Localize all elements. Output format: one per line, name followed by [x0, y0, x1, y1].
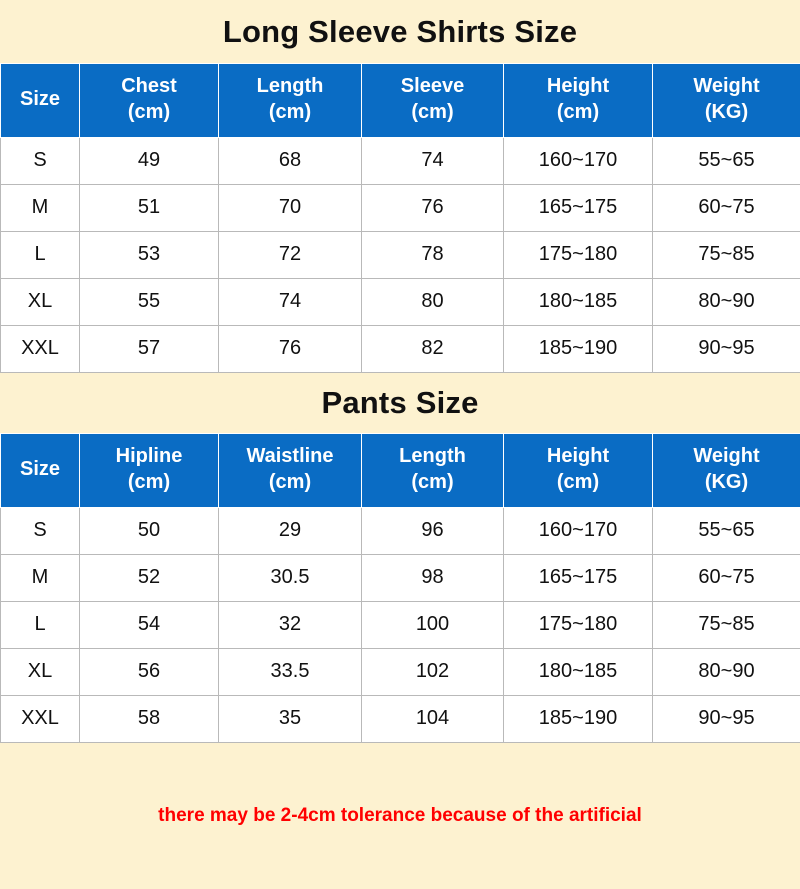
cell-height: 160~170: [504, 508, 653, 555]
column-header-waistline: [219, 434, 362, 508]
cell-waistline: 35: [219, 696, 362, 743]
table-row: [1, 138, 800, 185]
cell-chest: 55: [80, 279, 219, 326]
column-header-label: Weight: [693, 445, 760, 468]
cell-length: 96: [362, 508, 504, 555]
shirts-size-table: [0, 63, 800, 373]
table-header-row: [1, 64, 800, 138]
column-header-weight: [653, 64, 800, 138]
cell-size: M: [1, 185, 80, 232]
cell-height: 165~175: [504, 555, 653, 602]
cell-height: 185~190: [504, 326, 653, 373]
table-row: [1, 232, 800, 279]
table-row: [1, 508, 800, 555]
cell-weight: 80~90: [653, 279, 800, 326]
cell-length: 104: [362, 696, 504, 743]
cell-height: 175~180: [504, 232, 653, 279]
column-header-unit: (cm): [268, 470, 312, 493]
cell-length: 70: [219, 185, 362, 232]
column-header-label: Height: [546, 75, 610, 97]
cell-weight: 90~95: [653, 696, 800, 743]
cell-sleeve: 80: [362, 279, 504, 326]
cell-sleeve: 76: [362, 185, 504, 232]
cell-waistline: 30.5: [219, 555, 362, 602]
cell-weight: 75~85: [653, 232, 800, 279]
column-header-label: Hipline: [115, 445, 183, 468]
column-header-unit: (cm): [268, 100, 312, 123]
pants-title: Pants Size: [0, 373, 800, 433]
column-header-label: Sleeve: [400, 75, 465, 97]
cell-size: XL: [1, 279, 80, 326]
cell-length: 76: [219, 326, 362, 373]
cell-height: 160~170: [504, 138, 653, 185]
column-header-label: Height: [546, 445, 610, 468]
column-header-chest: [80, 64, 219, 138]
column-header-unit: (KG): [704, 470, 749, 493]
column-header-label: Weight: [693, 75, 760, 97]
column-header-unit: (cm): [556, 100, 600, 123]
cell-weight: 80~90: [653, 649, 800, 696]
column-header-unit: (cm): [411, 470, 454, 493]
column-header-unit: (KG): [704, 100, 749, 123]
cell-hipline: 54: [80, 602, 219, 649]
column-header-label: Waistline: [246, 445, 334, 468]
cell-weight: 60~75: [653, 555, 800, 602]
cell-hipline: 50: [80, 508, 219, 555]
column-header-sleeve: [362, 64, 504, 138]
column-header-length: [219, 64, 362, 138]
table-row: [1, 649, 800, 696]
pants-size-table: [0, 433, 800, 743]
cell-length: 72: [219, 232, 362, 279]
cell-weight: 55~65: [653, 138, 800, 185]
cell-waistline: 33.5: [219, 649, 362, 696]
cell-length: 102: [362, 649, 504, 696]
cell-sleeve: 78: [362, 232, 504, 279]
column-header-unit: (cm): [411, 100, 454, 123]
column-header-label: Size: [19, 457, 61, 480]
column-header-label: Chest: [121, 75, 177, 97]
column-header-size: [1, 434, 80, 508]
cell-length: 98: [362, 555, 504, 602]
cell-weight: 60~75: [653, 185, 800, 232]
cell-weight: 90~95: [653, 326, 800, 373]
cell-length: 74: [219, 279, 362, 326]
cell-size: XXL: [1, 696, 80, 743]
pants-table-body: [1, 508, 800, 743]
column-header-unit: (cm): [556, 470, 600, 493]
cell-hipline: 52: [80, 555, 219, 602]
column-header-height: [504, 64, 653, 138]
cell-hipline: 58: [80, 696, 219, 743]
table-row: [1, 326, 800, 373]
table-row: [1, 185, 800, 232]
table-row: [1, 279, 800, 326]
shirts-table-body: [1, 138, 800, 373]
cell-sleeve: 82: [362, 326, 504, 373]
cell-chest: 49: [80, 138, 219, 185]
cell-sleeve: 74: [362, 138, 504, 185]
cell-chest: 53: [80, 232, 219, 279]
cell-size: M: [1, 555, 80, 602]
shirts-title: Long Sleeve Shirts Size: [0, 0, 800, 63]
cell-size: L: [1, 602, 80, 649]
cell-chest: 57: [80, 326, 219, 373]
cell-length: 100: [362, 602, 504, 649]
column-header-unit: (cm): [127, 470, 171, 493]
table-row: [1, 602, 800, 649]
cell-weight: 55~65: [653, 508, 800, 555]
cell-height: 180~185: [504, 279, 653, 326]
column-header-label: Length: [256, 75, 324, 97]
table-row: [1, 555, 800, 602]
column-header-label: Size: [19, 87, 61, 110]
pants-table-head: [1, 434, 800, 508]
column-header-unit: (cm): [127, 100, 171, 123]
cell-size: S: [1, 138, 80, 185]
cell-hipline: 56: [80, 649, 219, 696]
cell-height: 165~175: [504, 185, 653, 232]
column-header-size: [1, 64, 80, 138]
cell-height: 185~190: [504, 696, 653, 743]
tolerance-note: there may be 2-4cm tolerance because of the artificial: [0, 743, 800, 889]
cell-size: S: [1, 508, 80, 555]
shirts-table-head: [1, 64, 800, 138]
cell-size: XL: [1, 649, 80, 696]
table-row: [1, 696, 800, 743]
column-header-height: [504, 434, 653, 508]
cell-length: 68: [219, 138, 362, 185]
column-header-weight: [653, 434, 800, 508]
cell-weight: 75~85: [653, 602, 800, 649]
cell-size: XXL: [1, 326, 80, 373]
cell-height: 175~180: [504, 602, 653, 649]
column-header-label: Length: [399, 445, 466, 468]
column-header-hipline: [80, 434, 219, 508]
cell-size: L: [1, 232, 80, 279]
table-header-row: [1, 434, 800, 508]
cell-height: 180~185: [504, 649, 653, 696]
column-header-length: [362, 434, 504, 508]
cell-waistline: 29: [219, 508, 362, 555]
cell-waistline: 32: [219, 602, 362, 649]
cell-chest: 51: [80, 185, 219, 232]
